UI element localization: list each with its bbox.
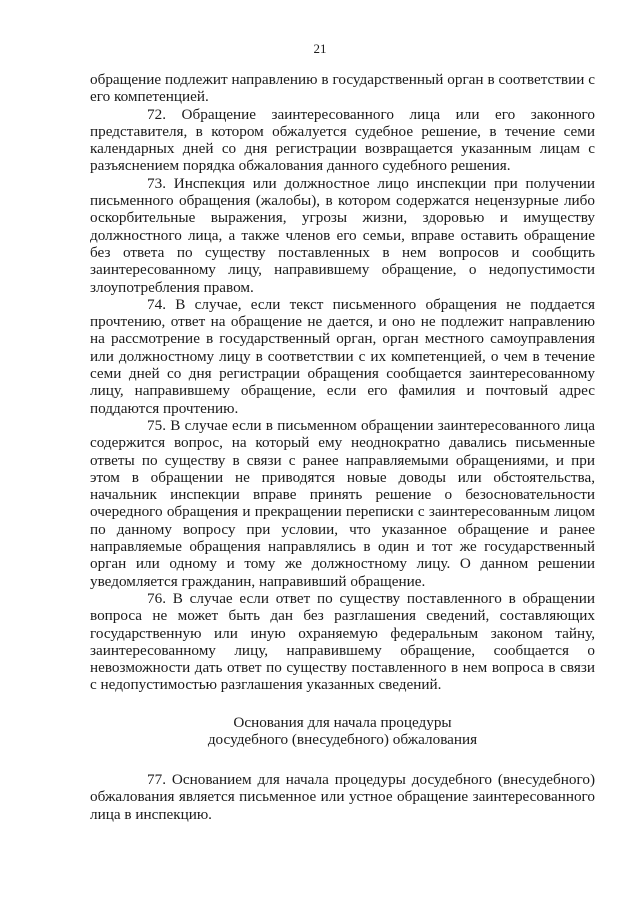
section-heading-line-2: досудебного (внесудебного) обжалования <box>207 731 478 749</box>
document-body-section <box>90 771 595 823</box>
section-heading <box>90 714 595 749</box>
paragraph-74: 74. В случае, если текст письменного обращения не поддается прочтению, ответ на обращение не дается, и оно не подлежит направлению на рассмотрение в государственный орган, орган местного самоуправления или должностному лицу в соответствии с их компетенцией, о чем в течение семи дней со дня регистрации обращения сообщается заинтересованному лицу, направившему обращение, если его фамилия и почтовый адрес поддаются прочтению. <box>90 295 595 417</box>
paragraph-76: 76. В случае если ответ по существу поставленного в обращении вопроса не может быть дан без разглашения сведений, составляющих государственную или иную охраняемую федеральным законом тайну, заинтересованному лицу, направившему обращение, сообщается о невозможности дать ответ по существу поставленного в нем вопроса в связи с недопустимостью разглашения указанных сведений. <box>90 589 595 694</box>
section-heading-line-1: Основания для начала процедуры <box>233 714 452 731</box>
paragraph-75: 75. В случае если в письменном обращении заинтересованного лица содержится вопрос, на который ему неоднократно давались письменные ответы по существу в связи с ранее направляемыми обращениями, и при этом в обращении не приводятся новые доводы или обстоятельства, начальник инспекции вправе принять решение о безосновательности очередного обращения и прекращении переписки с заинтересованным лицом по данному вопросу при условии, что указанное обращение и ранее направляемые обращения направлялись в один и тот же государственный орган или одному и тому же должностному лицу. О данном решении уведомляется гражданин, направивший обращение. <box>90 416 595 590</box>
document-body <box>90 71 595 694</box>
page-number: 21 <box>313 41 327 56</box>
paragraph-72: 72. Обращение заинтересованного лица или его законного представителя, в котором обжалуется судебное решение, в течение семи календарных дней со дня регистрации возвращается указанным лицам с разъяснением порядка обжалования данного судебного решения. <box>90 105 595 175</box>
paragraph-continuation: обращение подлежит направлению в государственный орган в соответствии с его компетенцией. <box>90 71 595 106</box>
paragraph-77: 77. Основанием для начала процедуры досудебного (внесудебного) обжалования является письменное или устное обращение заинтересованного лица в инспекцию. <box>90 771 595 823</box>
paragraph-73: 73. Инспекция или должностное лицо инспекции при получении письменного обращения (жалобы), в котором содержатся нецензурные либо оскорбительные выражения, угрозы жизни, здоровью и имуществу должностного лица, а также членов его семьи, вправе оставить обращение без ответа по существу поставленных в нем вопросов и сообщить заинтересованному лицу, направившему обращение, о недопустимости злоупотребления правом. <box>90 174 595 296</box>
